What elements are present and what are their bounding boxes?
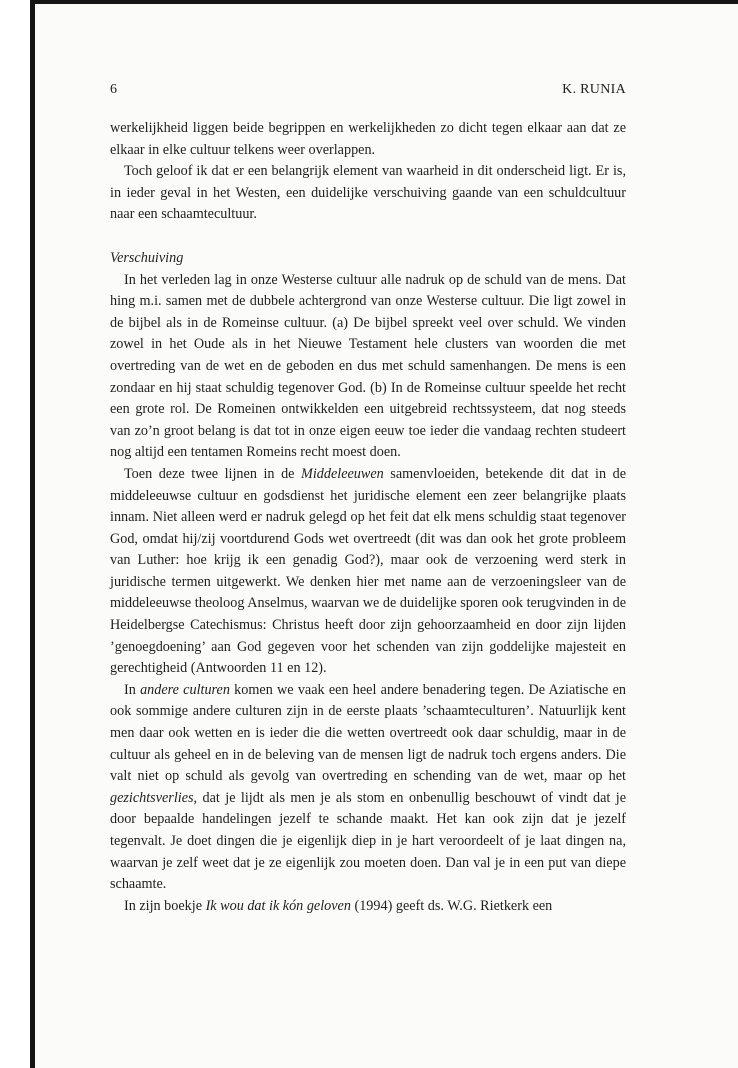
- section-heading: Verschuiving: [110, 249, 184, 266]
- text-run: Toen deze twee lijnen in de: [124, 465, 302, 482]
- text-run: , dat je lijdt als men je als stom en onbenullig beschouwt of vindt dat je door bepaalde handelingen jezelf te schande maakt. Het kan ook zijn dat je jezelf tegenvalt. Je doet dingen die je eigenlijk diep in je hart veroordeelt of je laat dingen na, waarvan je zelf weet dat je ze eigenlijk zou moeten doen. Dan val je in een put van diepe schaamte.: [110, 789, 626, 893]
- paragraph: [110, 161, 626, 226]
- text-run: In zijn boekje: [124, 897, 206, 914]
- page-number: 6: [110, 82, 117, 97]
- text-run: werkelijkheid liggen beide begrippen en werkelijkheden zo dicht tegen elkaar aan dat ze elkaar in elke cultuur telkens weer overlappen.: [110, 120, 626, 158]
- emphasis-book-title: Ik wou dat ik kón geloven: [205, 897, 351, 914]
- emphasis-andere-culturen: andere culturen: [140, 681, 230, 698]
- paragraph: [110, 680, 626, 896]
- emphasis-gezichtsverlies: gezichtsverlies: [110, 789, 194, 806]
- paragraph: [110, 896, 626, 918]
- emphasis-middeleeuwen: Middeleeuwen: [301, 465, 384, 482]
- running-head: K. RUNIA: [562, 82, 626, 97]
- text-run: In: [124, 681, 141, 698]
- paragraph: [110, 270, 626, 464]
- text-run: In het verleden lag in onze Westerse cultuur alle nadruk op de schuld van de mens. Dat hing m.i. samen met de dubbele achtergrond van onze Westerse cultuur. Die ligt zowel in de bijbel als in de Romeinse cultuur. (a) De bijbel spreekt veel over schuld. We vinden zowel in het Oude als in het Nieuwe Testament hele clusters van woorden die met overtreding van de wet en de geboden en dus met schuld samenhangen. De mens is een zondaar en hij staat schuldig tegenover God. (b) In de Romeinse cultuur speelde het recht een grote rol. De Romeinen ontwikkelden een uitgebreid rechtssysteem, dat nog steeds van zo’n groot belang is dat tot in onze eigen eeuw toe ieder die vandaag rechten studeert nog altijd een tentamen Romeins recht moest doen.: [110, 271, 626, 461]
- text-run: samenvloeiden, betekende dit dat in de middeleeuwse cultuur en godsdienst het juridische element een zeer belangrijke plaats innam. Niet alleen werd er nadruk gelegd op het feit dat elk mens schuldig staat tegenover God, omdat hij/zij voortdurend Gods wet overtreedt (dit was dan ook het grote probleem van Luther: hoe krijg ik een genadig God?), maar ook de verzoening werd sterk in juridische termen uitgewerkt. We denken hier met name aan de verzoeningsleer van de middeleeuwse theoloog Anselmus, waarvan we de duidelijke sporen ook terugvinden in de Heidelbergse Catechismus: Christus heeft door zijn gehoorzaamheid en door zijn lijden ’genoegdoening’ aan God gegeven voor het schenden van zijn goddelijke majesteit en gerechtigheid (Antwoorden 11 en 12).: [110, 465, 626, 677]
- body-text: [110, 118, 626, 917]
- text-run: (1994) geeft ds. W.G. Rietkerk een: [350, 897, 553, 914]
- page-header: [110, 82, 626, 100]
- text-run: komen we vaak een heel andere benadering tegen. De Aziatische en ook sommige andere culturen zijn in de eerste plaats ’schaamteculturen’. Natuurlijk kent men daar ook wetten en is ieder die die wetten overtreedt ook daar schuldig, maar in de cultuur als geheel en in de beleving van de mensen ligt de nadruk toch ergens anders. Die valt niet op schuld als gevolg van overtreding en schending van de wet, maar op het: [110, 681, 626, 785]
- paragraph-continuation: [110, 118, 626, 161]
- paragraph: [110, 464, 626, 680]
- text-run: Toch geloof ik dat er een belangrijk element van waarheid in dit onderscheid ligt. Er is, in ieder geval in het Westen, een duidelijke verschuiving gaande van een schuldcultuur naar een schaamtecultuur.: [110, 163, 626, 223]
